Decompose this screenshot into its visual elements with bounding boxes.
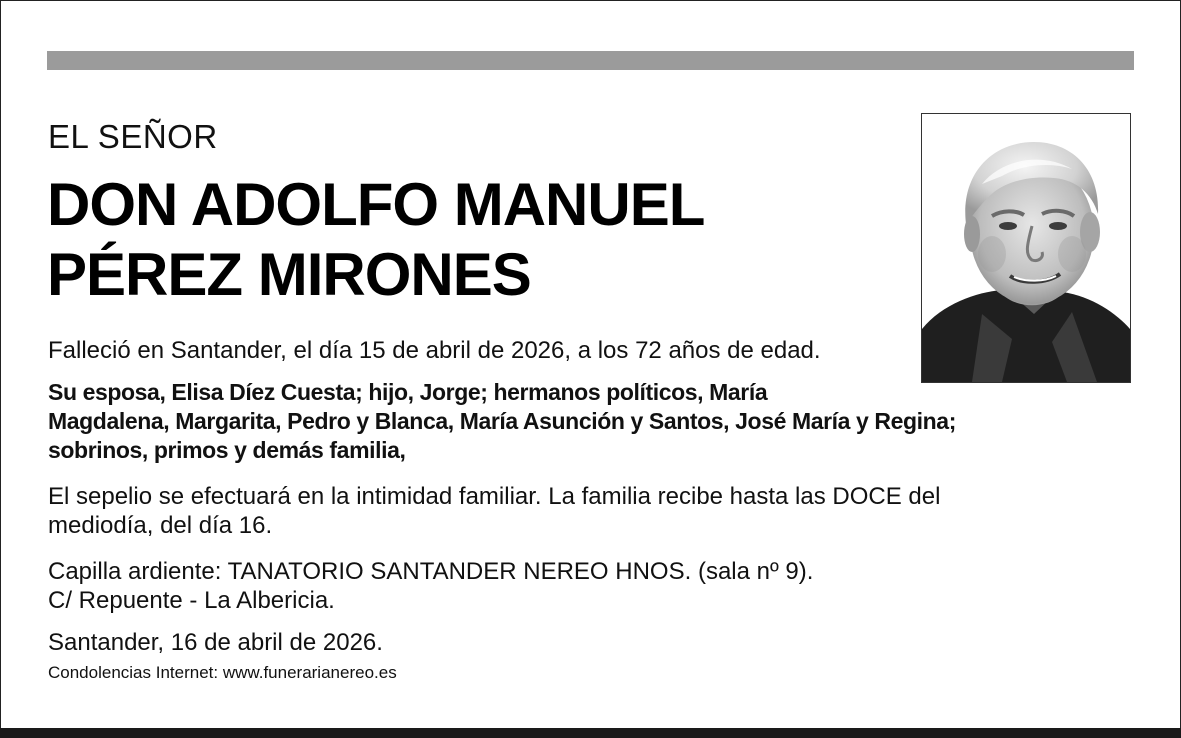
- name-line-1: DON ADOLFO MANUEL: [47, 171, 705, 238]
- chapel-paragraph: [48, 557, 1108, 615]
- chapel-line-1: Capilla ardiente: TANATORIO SANTANDER NEREO HNOS. (sala nº 9).: [48, 558, 814, 585]
- family-line-1: Su esposa, Elisa Díez Cuesta; hijo, Jorge; hermanos políticos, María: [48, 379, 768, 405]
- name-line-2: PÉREZ MIRONES: [47, 241, 531, 308]
- place-date: Santander, 16 de abril de 2026.: [48, 629, 383, 656]
- bottom-border: [0, 728, 1181, 738]
- burial-line-1: El sepelio se efectuará en la intimidad familiar. La familia recibe hasta las DOCE del: [48, 483, 941, 510]
- family-paragraph: [48, 378, 1088, 465]
- deceased-name: [47, 170, 907, 310]
- family-line-3: sobrinos, primos y demás familia,: [48, 437, 406, 463]
- death-statement: Falleció en Santander, el día 15 de abril de 2026, a los 72 años de edad.: [48, 337, 821, 364]
- portrait-photo: [921, 113, 1131, 383]
- condolences-link[interactable]: Condolencias Internet: www.funerarianereo.es: [48, 663, 397, 682]
- pretitle: EL SEÑOR: [48, 118, 218, 155]
- portrait-illustration: [922, 114, 1130, 382]
- burial-line-2: mediodía, del día 16.: [48, 512, 273, 539]
- burial-paragraph: [48, 482, 1108, 540]
- top-rule: [47, 51, 1134, 70]
- chapel-line-2: C/ Repuente - La Albericia.: [48, 587, 335, 614]
- family-line-2: Magdalena, Margarita, Pedro y Blanca, María Asunción y Santos, José María y Regina;: [48, 408, 956, 434]
